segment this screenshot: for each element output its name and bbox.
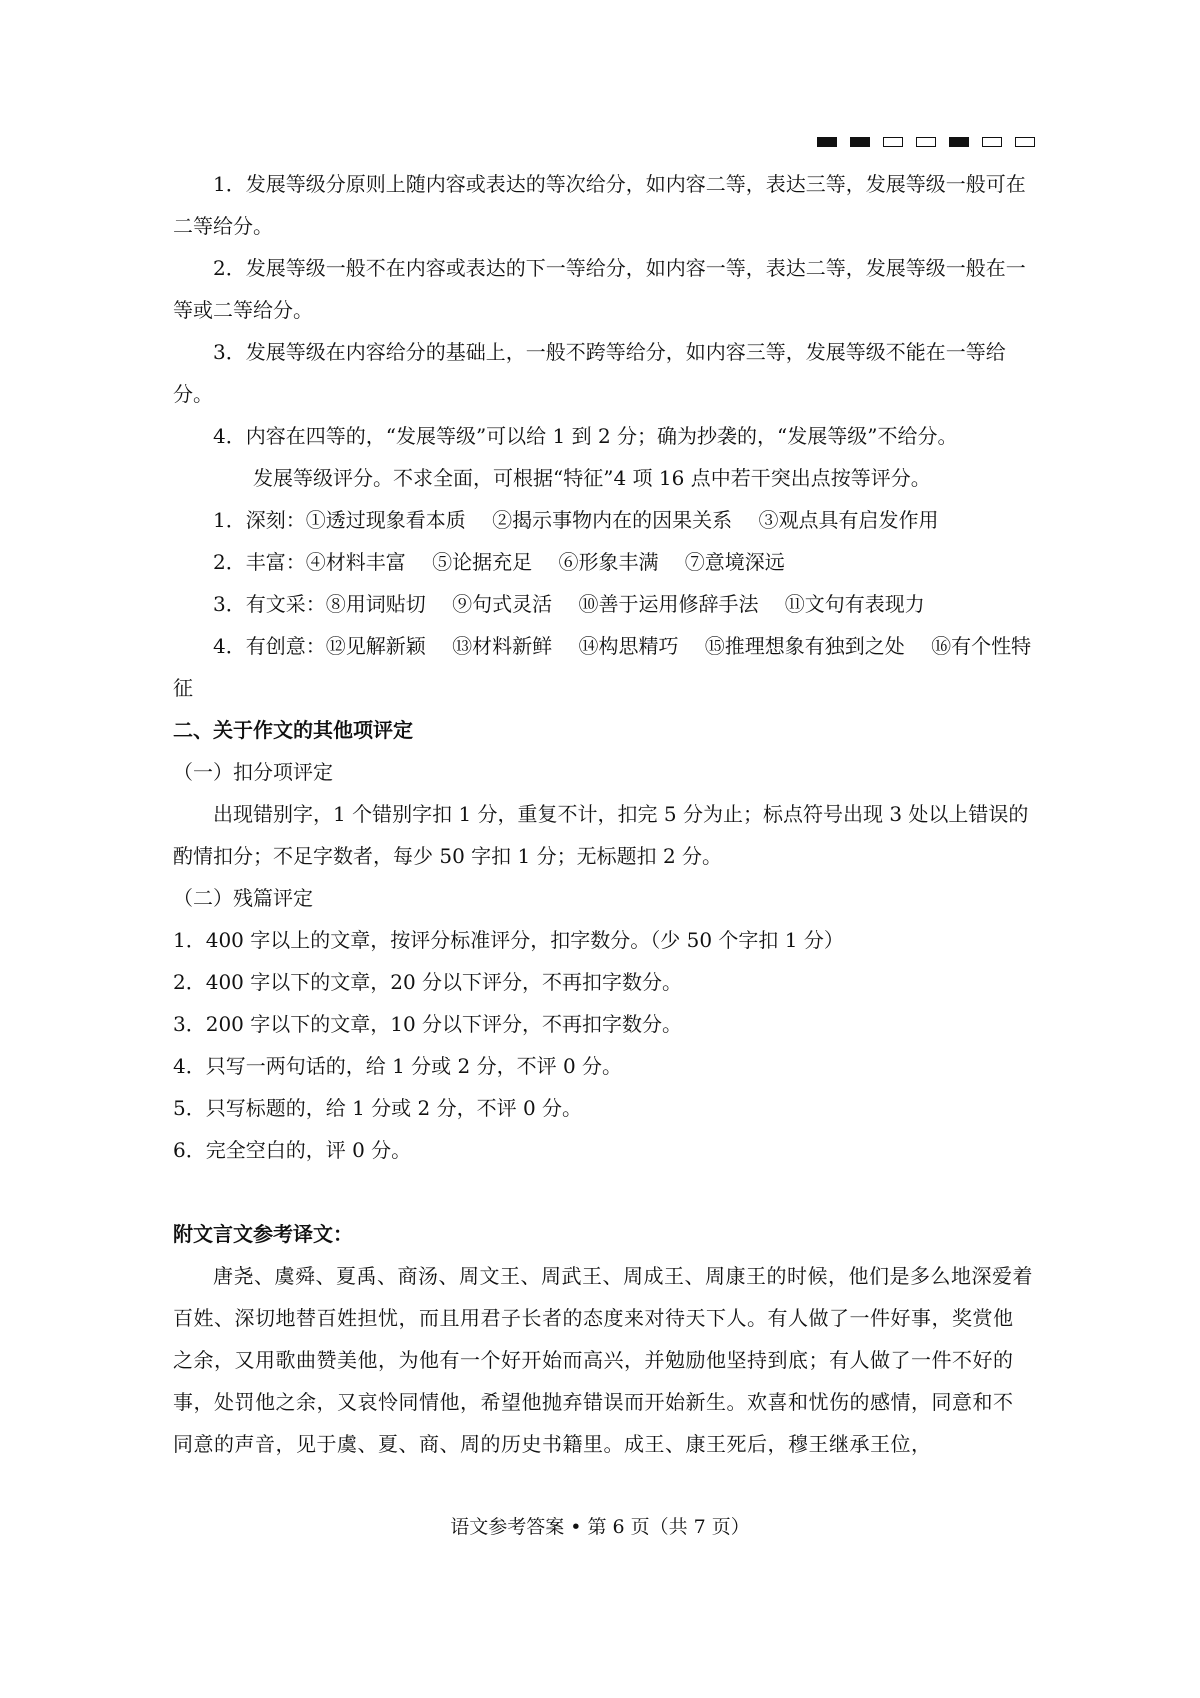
corner-mark — [850, 137, 870, 147]
dev-note: 发展等级评分。不求全面，可根据“特征”4 项 16 点中若干突出点按等评分。 — [253, 466, 931, 490]
incomplete-rule: 5．只写标题的，给 1 分或 2 分，不评 0 分。 — [173, 1096, 583, 1120]
subsection-heading: （二）残篇评定 — [173, 886, 313, 910]
incomplete-rule: 2．400 字以下的文章，20 分以下评分，不再扣字数分。 — [173, 970, 683, 994]
incomplete-rule: 1．400 字以上的文章，按评分标准评分，扣字数分。（少 50 个字扣 1 分） — [173, 928, 844, 952]
deduct-text: 出现错别字，1 个错别字扣 1 分，重复不计，扣完 5 分为止；标点符号出现 3 处以上错误的酌情扣分；不足字数者，每少 50 字扣 1 分；无标题扣 2 分。 — [173, 802, 1029, 868]
corner-mark — [1015, 137, 1035, 147]
corner-marks — [817, 137, 1035, 147]
translation-heading: 附文言文参考译文： — [173, 1222, 353, 1246]
corner-mark — [817, 137, 837, 147]
incomplete-rule: 3．200 字以下的文章，10 分以下评分，不再扣字数分。 — [173, 1012, 683, 1036]
page-footer: 语文参考答案 • 第 6 页（共 7 页） — [450, 1516, 750, 1538]
dev-rule: 2．发展等级一般不在内容或表达的下一等给分，如内容一等，表达二等，发展等级一般在一等或二等给分。 — [173, 256, 1026, 322]
incomplete-rule: 6．完全空白的，评 0 分。 — [173, 1138, 412, 1162]
corner-mark — [916, 137, 936, 147]
dev-rule: 1．发展等级分原则上随内容或表达的等次给分，如内容二等，表达三等，发展等级一般可在二等给分。 — [173, 172, 1026, 238]
corner-mark — [982, 137, 1002, 147]
document-body — [173, 163, 1033, 1465]
feature-item: 1．深刻：①透过现象看本质 ②揭示事物内在的因果关系 ③观点具有启发作用 — [213, 508, 939, 532]
corner-mark — [883, 137, 903, 147]
translation-text: 唐尧、虞舜、夏禹、商汤、周文王、周武王、周成王、周康王的时候，他们是多么地深爱着百姓、深切地替百姓担忧，而且用君子长者的态度来对待天下人。有人做了一件好事，奖赏他之余，又用歌曲赞美他，为他有一个好开始而高兴，并勉励他坚持到底；有人做了一件不好的事，处罚他之余，又哀怜同情他，希望他抛弃错误而开始新生。欢喜和忧伤的感情，同意和不同意的声音，见于虞、夏、商、周的历史书籍里。成王、康王死后，穆王继承王位， — [173, 1264, 1033, 1456]
subsection-heading: （一）扣分项评定 — [173, 760, 333, 784]
dev-rule: 3．发展等级在内容给分的基础上，一般不跨等给分，如内容三等，发展等级不能在一等给分。 — [173, 340, 1006, 406]
section-heading: 二、关于作文的其他项评定 — [173, 718, 413, 742]
corner-mark — [949, 137, 969, 147]
spacer — [173, 1171, 1033, 1213]
feature-item: 4．有创意：⑫见解新颖 ⑬材料新鲜 ⑭构思精巧 ⑮推理想象有独到之处 ⑯有个性特征 — [173, 634, 1032, 700]
feature-item: 3．有文采：⑧用词贴切 ⑨句式灵活 ⑩善于运用修辞手法 ⑪文句有表现力 — [213, 592, 925, 616]
incomplete-rule: 4．只写一两句话的，给 1 分或 2 分，不评 0 分。 — [173, 1054, 623, 1078]
feature-item: 2．丰富：④材料丰富 ⑤论据充足 ⑥形象丰满 ⑦意境深远 — [213, 550, 785, 574]
dev-rule: 4．内容在四等的，“发展等级”可以给 1 到 2 分；确为抄袭的，“发展等级”不给分。 — [213, 424, 958, 448]
